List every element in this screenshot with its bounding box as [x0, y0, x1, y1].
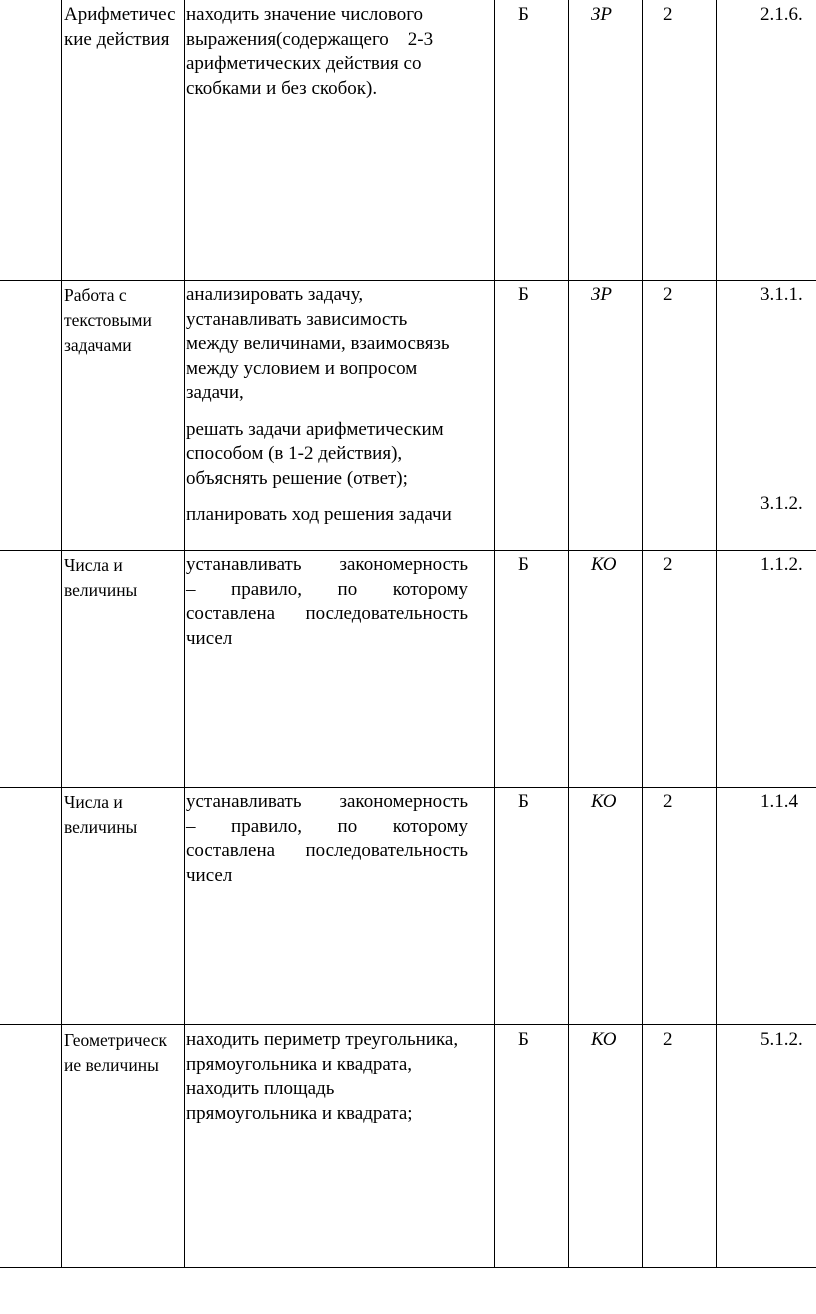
skills-cell: [186, 283, 492, 528]
skill-line: планировать ход решения задачи: [186, 504, 452, 525]
skill-line: между условием и вопросом: [186, 357, 418, 379]
column-divider: [184, 0, 185, 1268]
type-cell: ЗР: [591, 4, 613, 25]
topic-line: Числа и: [64, 792, 123, 812]
type-cell: КО: [591, 554, 617, 575]
skills-cell: [186, 3, 492, 101]
column-divider: [716, 0, 717, 1268]
row-divider: [0, 550, 816, 551]
skill-line: – правило, по которому: [186, 578, 468, 600]
level-cell: Б: [518, 4, 529, 25]
points-cell: 2: [663, 284, 673, 305]
column-divider: [61, 0, 62, 1268]
skill-line: находить значение числового: [186, 4, 424, 25]
skills-cell: [186, 1028, 492, 1126]
skill-line: между величинами, взаимосвязь: [186, 333, 450, 354]
skill-line: составлена последовательность: [186, 603, 468, 624]
points-cell: 2: [663, 791, 673, 812]
topic-line: величины: [64, 580, 138, 600]
points-cell: 2: [663, 1029, 673, 1050]
type-cell: КО: [591, 791, 617, 812]
column-divider: [494, 0, 495, 1268]
skill-line: выражения(содержащего 2-3: [186, 28, 434, 50]
type-cell: КО: [591, 1029, 617, 1050]
row-divider: [0, 1267, 816, 1268]
topic-line: величины: [64, 817, 138, 837]
topic-cell: [64, 553, 184, 603]
code-cell: 3.1.2.: [760, 493, 803, 514]
row-divider: [0, 1024, 816, 1025]
code-cell: 5.1.2.: [760, 1029, 803, 1050]
code-cell: 1.1.2.: [760, 554, 803, 575]
topic-line: кие действия: [64, 28, 170, 50]
level-cell: Б: [518, 1029, 529, 1050]
skills-cell: [186, 553, 468, 651]
skill-line: находить площадь: [186, 1078, 335, 1099]
points-cell: 2: [663, 4, 673, 25]
column-divider: [568, 0, 569, 1268]
column-divider: [642, 0, 643, 1268]
row-divider: [0, 280, 816, 281]
type-cell: ЗР: [591, 284, 613, 305]
topic-line: текстовыми: [64, 310, 152, 330]
skill-line: чисел: [186, 864, 233, 886]
code-cell: 2.1.6.: [760, 4, 803, 25]
topic-cell: [64, 1028, 184, 1078]
skill-line: решать задачи арифметическим: [186, 418, 444, 440]
skill-line: прямоугольника и квадрата;: [186, 1102, 413, 1124]
skill-line: чисел: [186, 627, 233, 649]
skill-line: способом (в 1-2 действия),: [186, 443, 403, 464]
topic-cell: [64, 3, 186, 52]
skills-cell: [186, 790, 468, 888]
skill-line: анализировать задачу,: [186, 284, 364, 305]
code-cell: 1.1.4: [760, 791, 798, 812]
topic-cell: [64, 790, 184, 840]
skill-line: задачи,: [186, 382, 244, 403]
level-cell: Б: [518, 554, 529, 575]
skill-line: устанавливать зависимость: [186, 308, 408, 330]
topic-line: Геометрическ: [64, 1030, 168, 1050]
code-cell: 3.1.1.: [760, 284, 803, 305]
skill-line: находить периметр треугольника,: [186, 1029, 459, 1050]
skill-line: скобками и без скобок).: [186, 77, 378, 99]
skill-line: устанавливать закономерность: [186, 554, 468, 575]
topic-line: задачами: [64, 335, 132, 355]
skill-line: арифметических действия со: [186, 53, 422, 74]
topic-line: Числа и: [64, 555, 123, 575]
points-cell: 2: [663, 554, 673, 575]
topic-line: Работа с: [64, 285, 127, 305]
skill-line: объяснять решение (ответ);: [186, 467, 408, 489]
topic-cell: [64, 283, 184, 358]
skill-line: прямоугольника и квадрата,: [186, 1053, 413, 1075]
skill-line: составлена последовательность: [186, 840, 468, 861]
skill-line: устанавливать закономерность: [186, 791, 468, 812]
topic-line: ие величины: [64, 1055, 159, 1075]
row-divider: [0, 787, 816, 788]
topic-line: Арифметичес: [64, 4, 176, 25]
level-cell: Б: [518, 791, 529, 812]
level-cell: Б: [518, 284, 529, 305]
skill-line: – правило, по которому: [186, 815, 468, 837]
